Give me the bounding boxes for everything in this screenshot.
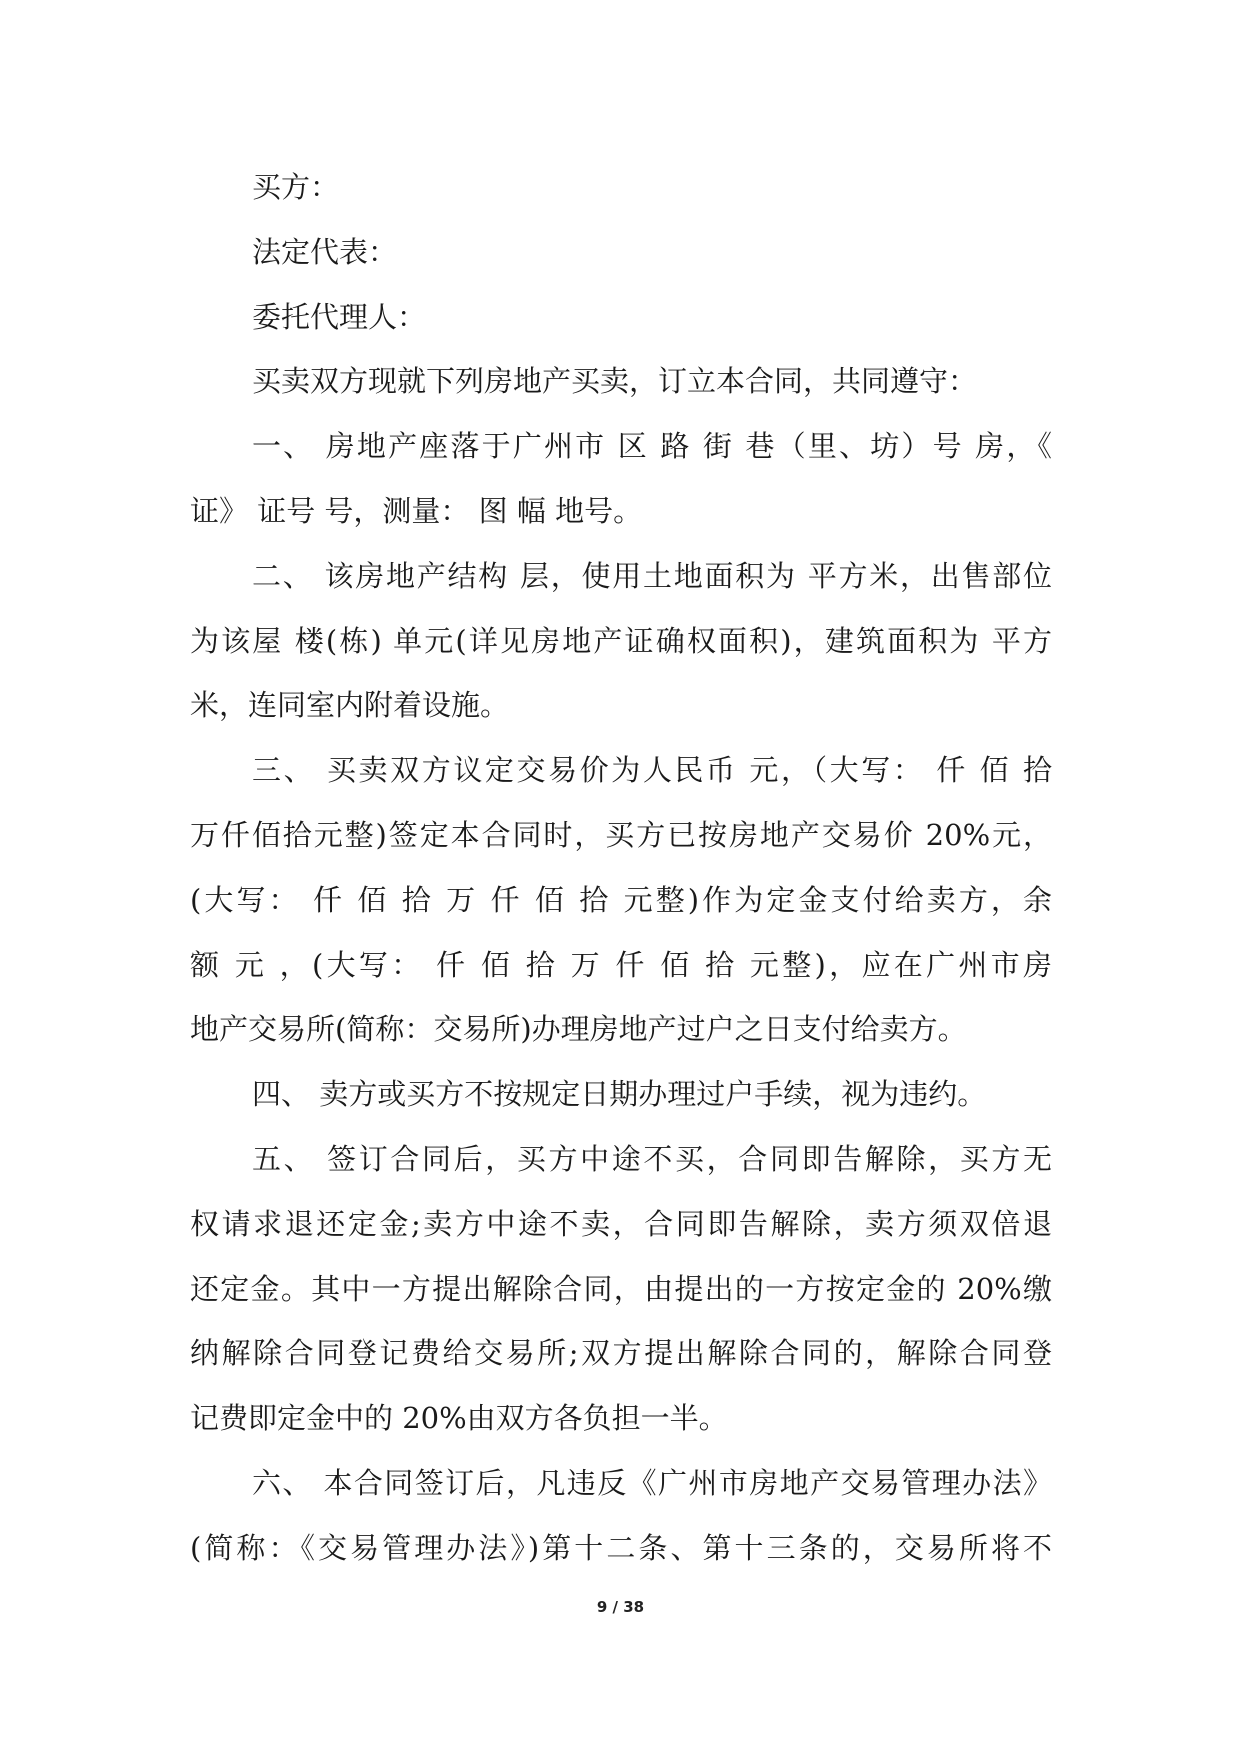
text-line-clause-6: 六、 本合同签订后，凡违反《广州市房地产交易管理办法》 [252,1465,1052,1500]
text-line-clause-3-cont: 额 元 ，(大写： 仟 佰 拾 万 仟 佰 拾 元整)，应在广州市房 [190,947,1052,982]
text-line-clause-5-end: 记费即定金中的 20%由双方各负担一半。 [190,1401,728,1436]
text-line-clause-2: 二、 该房地产结构 层，使用土地面积为 平方米，出售部位 [252,558,1052,593]
text-line-clause-3-end: 地产交易所(简称：交易所)办理房地产过户之日支付给卖方。 [190,1012,967,1047]
text-line-clause-2-cont: 为该屋 楼(栋) 单元(详见房地产证确权面积)，建筑面积为 平方 [190,623,1052,658]
text-line-clause-1: 一、 房地产座落于广州市 区 路 街 巷（里、坊）号 房，《 [252,429,1052,464]
text-line-preamble: 买卖双方现就下列房地产买卖，订立本合同，共同遵守： [252,364,978,399]
text-line-clause-3: 三、 买卖双方议定交易价为人民币 元，（大写： 仟 佰 拾 [252,753,1052,788]
page-number: 9 / 38 [596,1598,645,1616]
text-line-legal-rep: 法定代表： [252,234,398,269]
text-line-clause-3-cont: (大写： 仟 佰 拾 万 仟 佰 拾 元整)作为定金支付给卖方，余 [190,882,1052,917]
text-line-clause-5-cont: 纳解除合同登记费给交易所;双方提出解除合同的，解除合同登 [190,1336,1052,1371]
text-line-clause-3-cont: 万仟佰拾元整)签定本合同时，买方已按房地产交易价 20%元， [190,817,1052,852]
text-line-clause-4: 四、 卖方或买方不按规定日期办理过户手续，视为违约。 [252,1077,987,1112]
text-line-buyer: 买方： [252,170,340,204]
text-line-agent: 委托代理人： [252,299,427,334]
text-line-clause-5-cont: 权请求退还定金;卖方中途不卖，合同即告解除，卖方须双倍退 [190,1206,1052,1241]
text-line-clause-5: 五、 签订合同后，买方中途不买，合同即告解除，买方无 [252,1141,1052,1176]
text-line-clause-2-end: 米，连同室内附着设施。 [190,688,510,723]
text-line-clause-5-cont: 还定金。其中一方提出解除合同，由提出的一方按定金的 20%缴 [190,1271,1052,1306]
text-line-clause-6-cont: (简称：《交易管理办法》)第十二条、第十三条的，交易所将不 [190,1530,1052,1565]
text-line-clause-1-cont: 证》 证号 号，测量： 图 幅 地号。 [190,493,643,528]
contract-body [190,155,1052,1581]
